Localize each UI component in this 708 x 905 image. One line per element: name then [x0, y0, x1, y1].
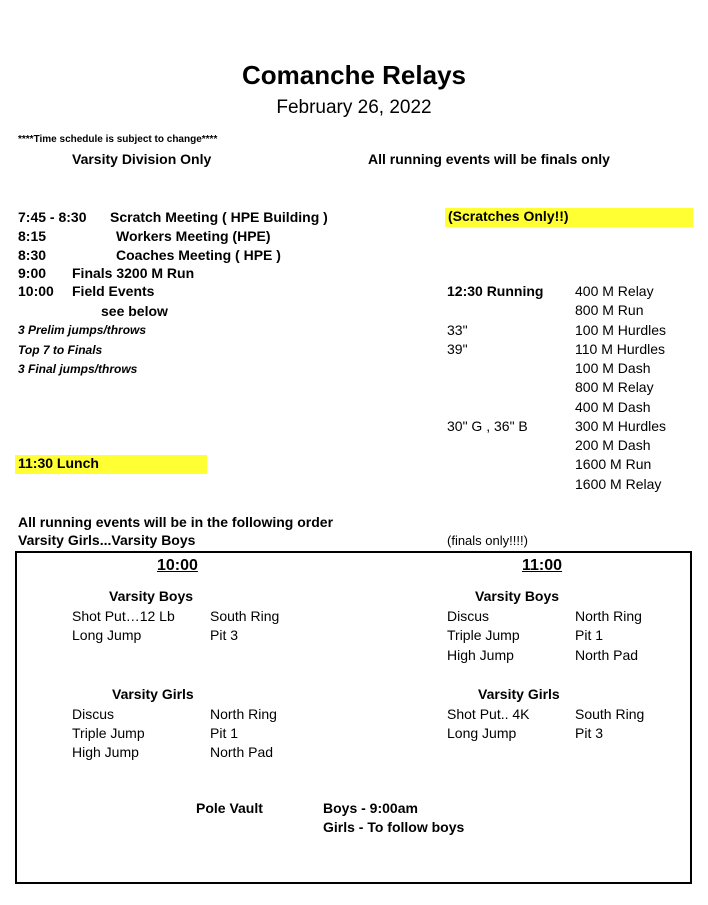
event-name: Discus — [72, 706, 115, 722]
event-location: Pit 1 — [575, 627, 604, 643]
event-location: North Ring — [210, 706, 277, 722]
schedule-time: 10:00 — [18, 283, 54, 299]
hurdle-height-note: 30" G , 36" B — [447, 418, 528, 434]
event-location: North Pad — [575, 647, 639, 663]
field-note: 3 Final jumps/throws — [18, 362, 138, 376]
event-location: North Ring — [575, 608, 642, 624]
running-event: 800 M Run — [575, 302, 644, 318]
event-location: North Pad — [210, 744, 274, 760]
girls-heading: Varsity Girls — [478, 686, 560, 702]
event-date: February 26, 2022 — [276, 97, 432, 118]
running-event: 1600 M Run — [575, 456, 652, 472]
running-event: 100 M Dash — [575, 360, 651, 376]
pole-vault-boys: Boys - 9:00am — [323, 800, 418, 816]
running-event: 100 M Hurdles — [575, 322, 667, 338]
event-location: South Ring — [575, 706, 645, 722]
field-note: 3 Prelim jumps/throws — [18, 323, 147, 337]
pole-vault-girls: Girls - To follow boys — [323, 819, 465, 835]
boys-heading: Varsity Boys — [475, 588, 560, 604]
schedule-event: Scratch Meeting ( HPE Building ) — [110, 209, 328, 225]
schedule-time: 7:45 - 8:30 — [18, 209, 87, 225]
event-name: Shot Put.. 4K — [447, 706, 530, 722]
running-event: 400 M Dash — [575, 399, 651, 415]
right-session-time: 11:00 — [522, 557, 563, 574]
event-location: Pit 3 — [210, 627, 239, 643]
schedule-event: Workers Meeting (HPE) — [116, 228, 271, 244]
field-note: Top 7 to Finals — [18, 343, 103, 357]
hurdle-height-note: 39" — [447, 341, 468, 357]
event-name: Triple Jump — [447, 627, 520, 643]
scratches-highlight: (Scratches Only!!) — [445, 208, 693, 227]
event-name: High Jump — [447, 647, 514, 663]
running-event: 200 M Dash — [575, 437, 651, 453]
left-session-time: 10:00 — [157, 557, 198, 574]
running-event: 300 M Hurdles — [575, 418, 667, 434]
hurdle-height-note: 33" — [447, 322, 468, 338]
schedule-event: Field Events — [72, 283, 155, 299]
finals-only-note: (finals only!!!!) — [447, 533, 528, 548]
division-label: Varsity Division Only — [72, 151, 212, 167]
event-name: High Jump — [72, 744, 139, 760]
see-below-note: see below — [101, 303, 168, 319]
running-start-label: 12:30 Running — [447, 283, 544, 299]
event-location: South Ring — [210, 608, 280, 624]
pole-vault-label: Pole Vault — [196, 800, 263, 816]
event-location: Pit 3 — [575, 725, 604, 741]
lunch-highlight: 11:30 Lunch — [15, 455, 207, 474]
boys-heading: Varsity Boys — [109, 588, 194, 604]
running-event: 800 M Relay — [575, 379, 654, 395]
schedule-event: Finals 3200 M Run — [72, 265, 195, 281]
event-name: Triple Jump — [72, 725, 145, 741]
event-name: Shot Put…12 Lb — [72, 608, 175, 624]
schedule-time: 8:15 — [18, 228, 47, 244]
schedule-event: Coaches Meeting ( HPE ) — [116, 247, 281, 263]
running-finals-note: All running events will be finals only — [368, 151, 610, 167]
schedule-notice: ****Time schedule is subject to change**** — [18, 134, 218, 145]
running-event: 110 M Hurdles — [575, 341, 666, 357]
running-event: 400 M Relay — [575, 283, 654, 299]
schedule-time: 9:00 — [18, 265, 47, 281]
page-title: Comanche Relays — [242, 60, 466, 90]
order-sequence: Varsity Girls...Varsity Boys — [18, 532, 196, 548]
event-name: Discus — [447, 608, 490, 624]
event-location: Pit 1 — [210, 725, 239, 741]
girls-heading: Varsity Girls — [112, 686, 194, 702]
event-name: Long Jump — [447, 725, 517, 741]
schedule-time: 8:30 — [18, 247, 47, 263]
event-name: Long Jump — [72, 627, 142, 643]
order-note: All running events will be in the following order — [18, 514, 334, 530]
running-event: 1600 M Relay — [575, 476, 662, 492]
